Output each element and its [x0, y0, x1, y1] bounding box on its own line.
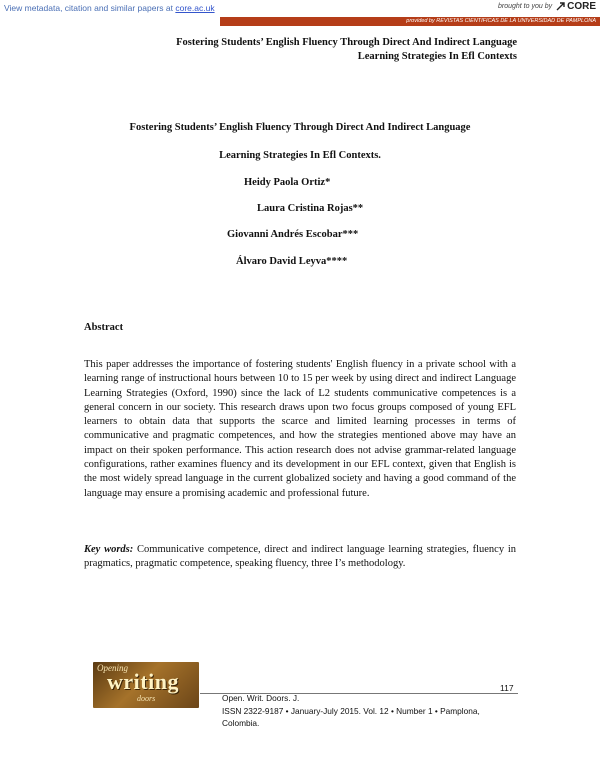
- opening-writing-doors-logo: [93, 662, 199, 708]
- brought-to-you-label: brought to you by: [498, 3, 553, 10]
- journal-line-2: ISSN 2322-9187 • January-July 2015. Vol. 12 • Number 1 • Pamplona,: [222, 705, 480, 716]
- author-4: Álvaro David Leyva****: [236, 256, 348, 267]
- logo-bottom-text: doors: [137, 694, 156, 703]
- core-banner: [0, 0, 600, 28]
- logo-top-text: Opening: [97, 663, 128, 673]
- core-ac-uk-link[interactable]: core.ac.uk: [175, 3, 215, 13]
- keywords-text: Communicative competence, direct and indirect language learning strategies, fluency in pragmatics, pragmatic competence, speaking fluency, three I’s methodology.: [84, 544, 517, 570]
- paper-title-line-2: Learning Strategies In Efl Contexts.: [219, 150, 381, 161]
- core-logo[interactable]: [555, 1, 596, 12]
- logo-main-text: writing: [107, 669, 179, 694]
- page-number: 117: [500, 683, 514, 693]
- journal-citation: [222, 692, 512, 730]
- provided-by-strip[interactable]: provided by REVISTAS CIENTIFICAS DE LA UNIVERSIDAD DE PAMPLONA: [220, 17, 600, 26]
- core-metadata-label: View metadata, citation and similar papers at: [4, 3, 176, 13]
- running-head: [176, 36, 517, 64]
- core-metadata-link-text[interactable]: [4, 3, 215, 13]
- journal-line-1: Open. Writ. Doors. J.: [222, 693, 300, 703]
- author-3: Giovanni Andrés Escobar***: [227, 229, 359, 240]
- keywords-label: Key words:: [84, 544, 134, 555]
- brought-to-you: [498, 1, 596, 12]
- journal-line-3: Colombia.: [222, 718, 260, 728]
- abstract-heading: Abstract: [84, 322, 124, 333]
- running-head-line-1: Fostering Students’ English Fluency Through Direct And Indirect Language: [176, 37, 517, 48]
- keywords-paragraph: [84, 543, 516, 572]
- author-2: Laura Cristina Rojas**: [257, 203, 364, 214]
- running-head-line-2: Learning Strategies In Efl Contexts: [357, 51, 517, 62]
- core-arrow-icon: [555, 1, 566, 12]
- author-1: Heidy Paola Ortiz*: [244, 177, 331, 188]
- paper-title-line-1: Fostering Students’ English Fluency Through Direct And Indirect Language: [129, 122, 471, 133]
- abstract-body: This paper addresses the importance of fostering students' English fluency in a private school with a learning range of instructional hours between 10 to 15 per week by using direct and indirect Language Learning Strategies (Oxford, 1990) since the lack of L2 students communicative competences is a general concern in our society. This research draws upon two focus groups composed of young EFL learners to obtain data that supports the scarce and limited learning processes in terms of communicative and pragmatic competences, and how the strategies mentioned above may have an impact on their spoken performance. This action research does not advise grammar-related language configurations, rather examines fluency and its development in our EFL context, given that English is the most widely spread language in the current globalized society and having a good command of the language may ensure a promising academic and professional future.: [84, 359, 516, 499]
- core-logo-text: CORE: [567, 1, 596, 12]
